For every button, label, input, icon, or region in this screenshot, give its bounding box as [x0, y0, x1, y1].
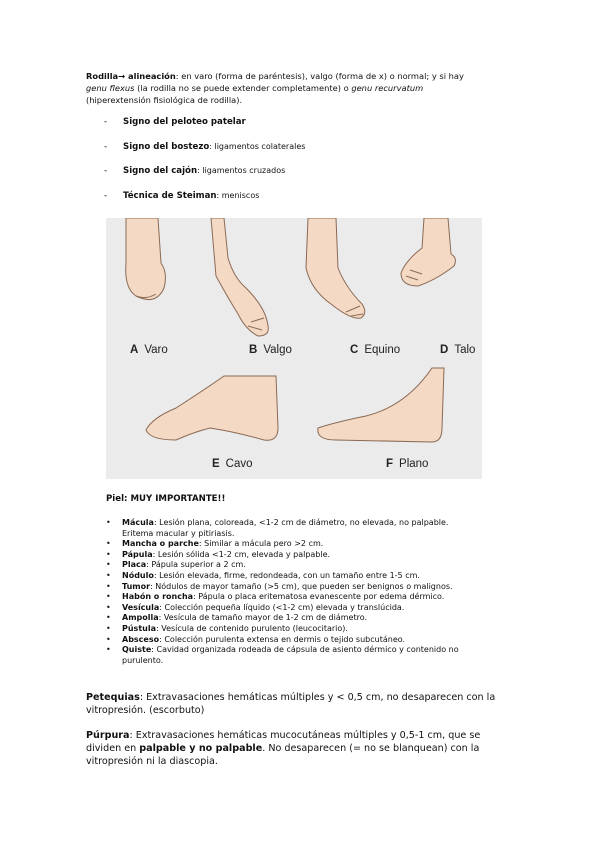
foot-cavo-drawing	[146, 376, 278, 440]
petequias-paragraph: Petequias: Extravasaciones hemáticas múltiples y < 0,5 cm, no desaparecen con la vitropresión. (escorbuto)	[86, 692, 496, 717]
label-equino: C Equino	[350, 344, 401, 356]
rodilla-paragraph: Rodilla→ alineación: en varo (forma de paréntesis), valgo (forma de x) o normal; y si hay genu flexus (la rodilla no se puede extender completamente) o genu recurvatum (hiperextensión fisiológica de rodilla).	[86, 71, 464, 105]
skin-lesion-list	[106, 518, 516, 666]
list-item: • Placa: Pápula superior a 2 cm.	[106, 560, 246, 570]
piel-heading: Piel: MUY IMPORTANTE!!	[106, 494, 226, 504]
foot-talo-drawing	[401, 218, 455, 286]
list-item: • Vesícula: Colección pequeña líquido (<1-2 cm) elevada y translúcida.	[106, 602, 405, 612]
list-item: • Pústula: Vesícula de contenido purulento (leucocitario).	[106, 623, 348, 633]
list-item: • Absceso: Colección purulenta extensa en dermis o tejido subcutáneo.	[106, 634, 406, 644]
foot-equino-drawing	[306, 218, 365, 318]
list-item: • Mácula: Lesión plana, coloreada, <1-2 cm de diámetro, no elevada, no palpable. Eritema macular y pitiriasis.	[106, 518, 449, 538]
list-item: • Quiste: Cavidad organizada rodeada de cápsula de asiento dérmico y contenido no purulento.	[106, 645, 459, 665]
label-cavo: E Cavo	[212, 458, 253, 470]
list-item: • Mancha o parche: Similar a mácula pero >2 cm.	[106, 539, 324, 549]
foot-varo-drawing	[126, 218, 166, 300]
list-item: • Tumor: Nódulos de mayor tamaño (>5 cm), que pueden ser benignos o malignos.	[106, 581, 453, 591]
foot-deformities-figure	[106, 218, 482, 479]
list-item: • Nódulo: Lesión elevada, firme, redondeada, con un tamaño entre 1-5 cm.	[106, 570, 420, 580]
label-talo: D Talo	[440, 344, 476, 356]
label-valgo: B Valgo	[249, 344, 292, 356]
label-varo: A Varo	[130, 344, 168, 356]
list-item: • Habón o roncha: Pápula o placa eritematosa evanescente por edema dérmico.	[106, 592, 445, 602]
purpura-paragraph: Púrpura: Extravasaciones hemáticas mucocutáneas múltiples y 0,5-1 cm, que se dividen en palpable y no palpable. No desaparecen (= no se blanquean) con la vitropresión ni la diascopia.	[86, 730, 481, 768]
rodilla-title: Rodilla→ alineación	[86, 71, 176, 81]
foot-valgo-drawing	[211, 218, 268, 336]
list-item: • Pápula: Lesión sólida <1-2 cm, elevada y palpable.	[106, 549, 331, 559]
label-plano: F Plano	[386, 458, 429, 470]
list-item: • Ampolla: Vesícula de tamaño mayor de 1-2 cm de diámetro.	[106, 613, 368, 623]
foot-plano-drawing	[318, 368, 444, 442]
